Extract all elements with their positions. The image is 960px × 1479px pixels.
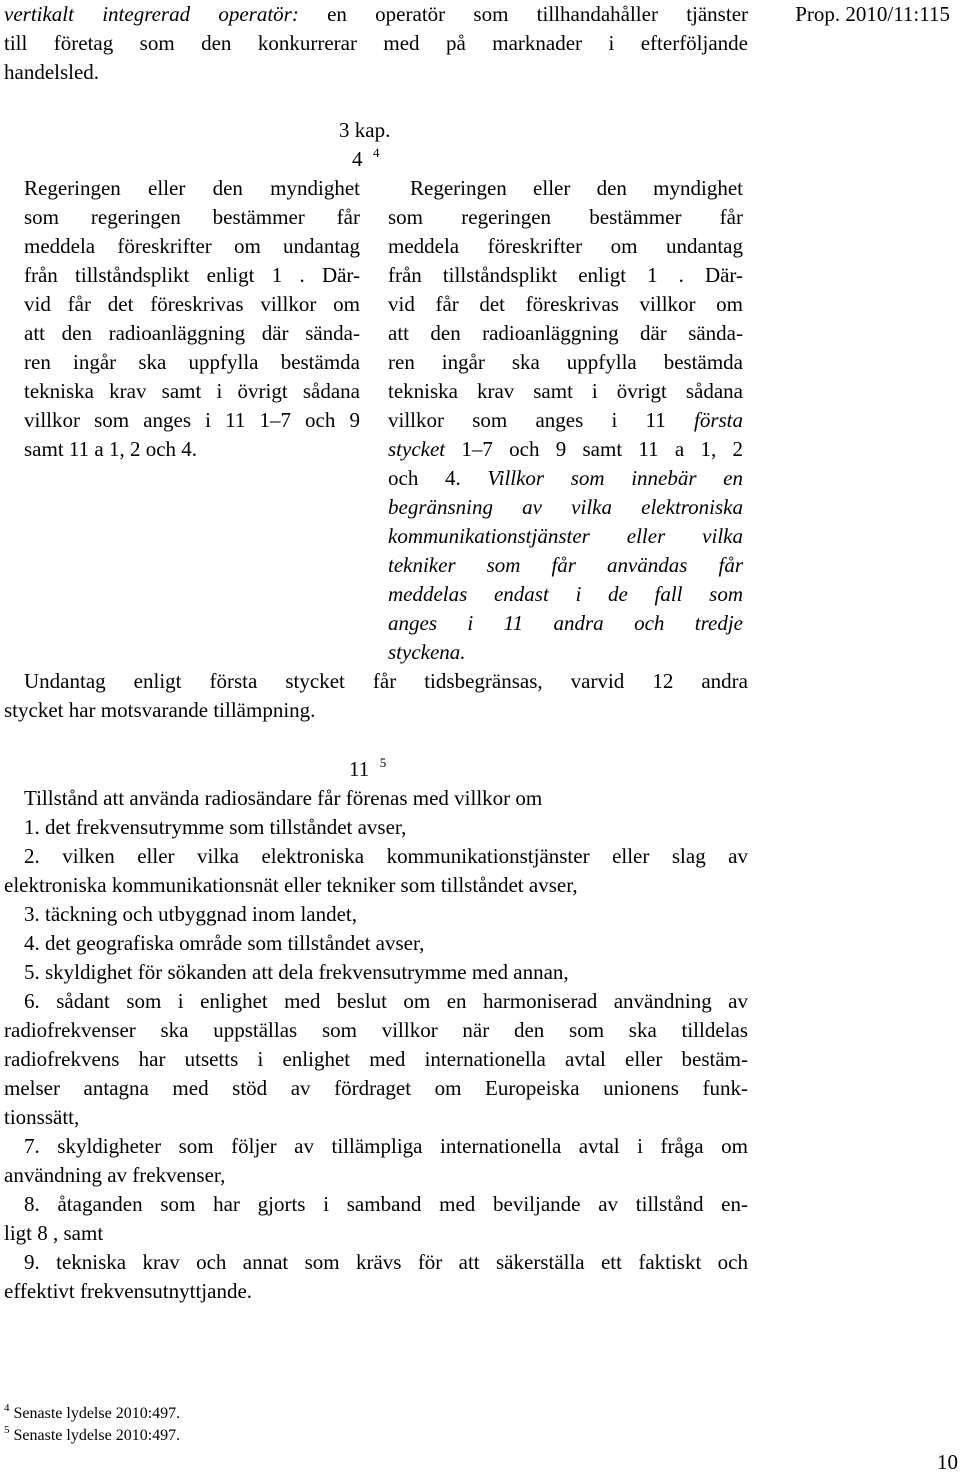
condition-item-first-line: 1. det frekvensutrymme som tillståndet avser, [24, 815, 407, 839]
condition-item-first-line: 7. skyldigheter som följer av tillämpliga internationella avtal i fråga om [24, 1134, 748, 1158]
right-line-italic: anges i 11 andra och tredje [388, 611, 743, 635]
condition-item-line: radiofrekvenser ska uppställas som villkor när den som ska tilldelas [4, 1018, 748, 1042]
left-line: Regeringen eller den myndighet [24, 176, 360, 200]
left-line: ren ingår ska uppfylla bestämda [24, 350, 360, 374]
right-line: att den radioanläggning där sända- [388, 321, 743, 345]
right-line: meddela föreskrifter om undantag [388, 234, 743, 258]
section-11-intro: Tillstånd att använda radiosändare får förenas med villkor om [24, 786, 543, 810]
footnote-5: $^5$ Senaste lydelse 2010:497. [4, 1424, 181, 1444]
left-line: att den radioanläggning där sända- [24, 321, 360, 345]
condition-list [4, 813, 748, 1306]
right-line: från tillståndsplikt enligt 1 . Där- [388, 263, 743, 287]
section-number: 4 [352, 147, 363, 171]
right-column-proposed-text [388, 174, 743, 667]
left-line: som regeringen bestämmer får [24, 205, 360, 229]
footnote-ref-4: 4 [373, 145, 380, 160]
left-line: tekniska krav samt i övrigt sådana [24, 379, 360, 403]
undantag-line1: Undantag enligt första stycket får tidsbegränsas, varvid 12 andra [24, 669, 748, 693]
right-line: ren ingår ska uppfylla bestämda [388, 350, 743, 374]
definition-text-line2: till företag som den konkurrerar med på marknader i efterföljande [4, 31, 748, 55]
left-column-current-text [24, 174, 360, 464]
definition-term: vertikalt integrerad operatör: [4, 2, 299, 26]
right-line-italic: tekniker som får användas får [388, 553, 743, 577]
footnote-ref-5: 5 [379, 755, 387, 770]
right-line-mixed: och 4. Villkor som innebär en [388, 466, 743, 490]
right-line-mixed: villkor som anges i 11 första [388, 408, 743, 432]
condition-item-first-line: 8. åtaganden som har gjorts i samband med beviljande av tillstånd en- [24, 1192, 748, 1216]
section-number: 11 [349, 757, 370, 781]
condition-item-line: elektroniska kommunikationsnät eller tekniker som tillståndet avser, [4, 873, 578, 897]
left-line: meddela föreskrifter om undantag [24, 234, 360, 258]
condition-item-line: melser antagna med stöd av fördraget om Europeiska unionens funk- [4, 1076, 748, 1100]
condition-item-first-line: 9. tekniska krav och annat som krävs för att säkerställa ett faktiskt och [24, 1250, 748, 1274]
condition-item-line: ligt 8 , samt [4, 1221, 104, 1245]
right-line-italic: styckena. [388, 640, 466, 664]
right-line: tekniska krav samt i övrigt sådana [388, 379, 743, 403]
undantag-paragraph [4, 667, 748, 725]
right-line: vid får det föreskrivas villkor om [388, 292, 743, 316]
right-line: Regeringen eller den myndighet [410, 176, 743, 200]
left-line: från tillståndsplikt enligt 1 . Där- [24, 263, 360, 287]
definition-paragraph [4, 0, 748, 87]
right-line-italic: meddelas endast i de fall som [388, 582, 743, 606]
condition-item-first-line: 2. vilken eller vilka elektroniska kommunikationstjänster eller slag av [24, 844, 748, 868]
left-line: vid får det föreskrivas villkor om [24, 292, 360, 316]
condition-item-line: radiofrekvens har utsetts i enlighet med internationella avtal eller bestäm- [4, 1047, 748, 1071]
section-heading-11 [349, 755, 386, 784]
condition-item [4, 958, 748, 987]
right-line-mixed: stycket 1–7 och 9 samt 11 a 1, 2 [388, 437, 743, 461]
condition-item-first-line: 6. sådant som i enlighet med beslut om en harmoniserad användning av [24, 989, 748, 1013]
right-line-italic: begränsning av vilka elektroniska [388, 495, 743, 519]
page-number: 10 [937, 1450, 958, 1474]
footnote-4: $^4$ Senaste lydelse 2010:497. [4, 1402, 181, 1422]
left-line: villkor som anges i 11 1–7 och 9 [24, 408, 360, 432]
proposition-reference: Prop. 2010/11:115 [795, 2, 950, 26]
condition-item [4, 1190, 748, 1248]
definition-text: en operatör som tillhandahåller tjänster [298, 2, 749, 26]
definition-text-line3: handelsled. [4, 60, 100, 84]
condition-item [4, 813, 748, 842]
section-heading-4 [352, 145, 380, 174]
condition-item-first-line: 4. det geografiska område som tillståndet avser, [24, 931, 425, 955]
condition-item [4, 1248, 748, 1306]
condition-item [4, 842, 748, 900]
condition-item-line: effektivt frekvensutnyttjande. [4, 1279, 253, 1303]
footnotes [4, 1403, 180, 1447]
right-line: som regeringen bestämmer får [388, 205, 743, 229]
condition-item-line: användning av frekvenser, [4, 1163, 226, 1187]
right-line-italic: kommunikationstjänster eller vilka [388, 524, 743, 548]
condition-item-line: tionssätt, [4, 1105, 80, 1129]
condition-item [4, 987, 748, 1132]
left-line: samt 11 a 1, 2 och 4. [24, 437, 198, 461]
condition-item [4, 929, 748, 958]
undantag-line2: stycket har motsvarande tillämpning. [4, 698, 316, 722]
condition-item-first-line: 5. skyldighet för sökanden att dela frekvensutrymme med annan, [24, 960, 569, 984]
condition-item [4, 1132, 748, 1190]
section-11-body [4, 784, 748, 1306]
condition-item-first-line: 3. täckning och utbyggnad inom landet, [24, 902, 358, 926]
condition-item [4, 900, 748, 929]
chapter-heading: 3 kap. [339, 118, 391, 142]
